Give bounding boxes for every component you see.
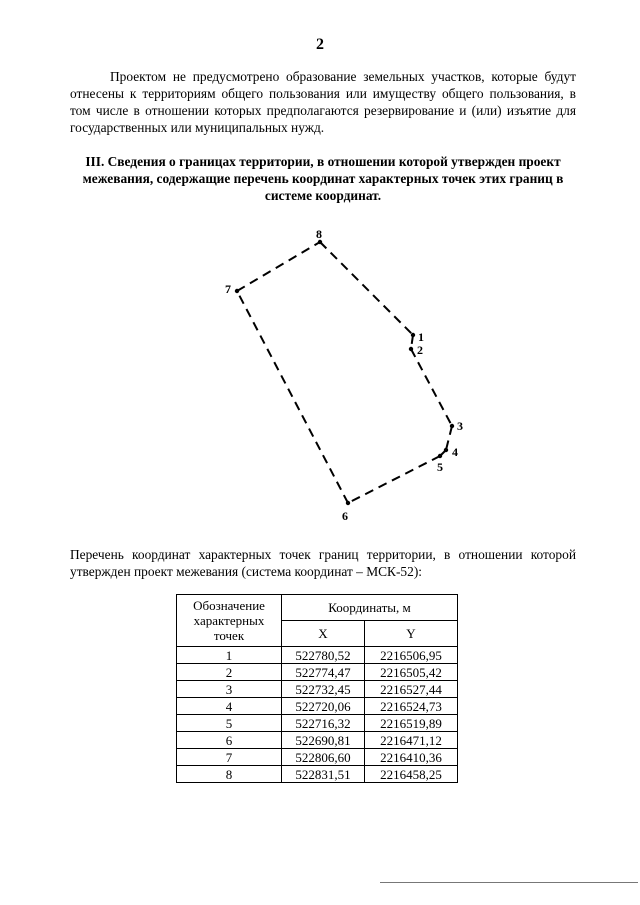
row-point: 2 (177, 664, 282, 681)
boundary-segment-5-6 (348, 456, 440, 503)
table-row (177, 732, 458, 749)
table-row (177, 766, 458, 783)
row-x: 522806,60 (282, 749, 365, 766)
row-x: 522780,52 (282, 647, 365, 664)
row-point: 6 (177, 732, 282, 749)
boundary-point-3 (450, 424, 454, 428)
point-label-2: 2 (417, 343, 423, 357)
bottom-rule (380, 882, 638, 883)
boundary-segment-7-8 (237, 242, 320, 291)
section-heading: III. Сведения о границах территории, в отношении которой утвержден проект межевания, содержащие перечень координат характерных точек этих границ в системе координат. (82, 154, 564, 203)
boundary-point-4 (444, 448, 448, 452)
row-y: 2216519,89 (365, 715, 458, 732)
boundary-point-2 (409, 347, 413, 351)
table-row (177, 698, 458, 715)
row-y: 2216527,44 (365, 681, 458, 698)
row-y: 2216505,42 (365, 664, 458, 681)
row-y: 2216524,73 (365, 698, 458, 715)
table-row (177, 749, 458, 766)
row-y: 2216410,36 (365, 749, 458, 766)
boundary-point-7 (235, 289, 239, 293)
row-point: 3 (177, 681, 282, 698)
point-label-1: 1 (418, 330, 424, 344)
header-point: Обозначение характерных точек (177, 595, 282, 647)
boundary-point-5 (438, 454, 442, 458)
coordinates-table (176, 594, 458, 783)
row-point: 4 (177, 698, 282, 715)
row-x: 522774,47 (282, 664, 365, 681)
coordinates-caption: Перечень координат характерных точек границ территории, в отношении которой утвержден проект межевания (система координат – МСК-52): (70, 547, 576, 579)
header-x: X (282, 621, 365, 647)
point-label-7: 7 (225, 282, 231, 296)
point-label-6: 6 (342, 509, 348, 523)
boundary-point-1 (411, 333, 415, 337)
row-point: 5 (177, 715, 282, 732)
page-number: 2 (316, 36, 324, 53)
row-x: 522690,81 (282, 732, 365, 749)
row-x: 522720,06 (282, 698, 365, 715)
intro-text: Проектом не предусмотрено образование земельных участков, которые будут отнесены к территориям общего пользования или имуществу общего пользования, в том числе в отношении которых предполагаются резервирование и (или) изъятие для государственных или муниципальных нужд. (70, 69, 576, 135)
header-coordinates: Координаты, м (282, 595, 458, 621)
boundary-point-6 (346, 501, 350, 505)
header-y: Y (365, 621, 458, 647)
row-y: 2216471,12 (365, 732, 458, 749)
table-row (177, 715, 458, 732)
boundary-segment-2-3 (411, 349, 452, 426)
table-row (177, 681, 458, 698)
row-x: 522831,51 (282, 766, 365, 783)
table-row (177, 647, 458, 664)
row-point: 7 (177, 749, 282, 766)
point-label-8: 8 (316, 227, 322, 241)
point-label-4: 4 (452, 445, 458, 459)
row-x: 522716,32 (282, 715, 365, 732)
row-point: 8 (177, 766, 282, 783)
row-y: 2216506,95 (365, 647, 458, 664)
boundary-segment-6-7 (237, 291, 348, 503)
row-y: 2216458,25 (365, 766, 458, 783)
row-point: 1 (177, 647, 282, 664)
table-row (177, 664, 458, 681)
point-label-5: 5 (437, 460, 443, 474)
boundary-segment-8-1 (320, 242, 413, 335)
row-x: 522732,45 (282, 681, 365, 698)
point-label-3: 3 (457, 419, 463, 433)
